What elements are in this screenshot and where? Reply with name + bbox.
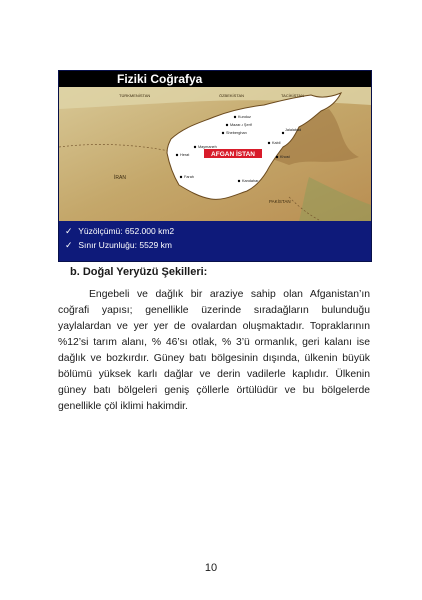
page-number: 10 <box>204 562 218 574</box>
city-label: Khost <box>280 155 290 159</box>
city-dot <box>222 132 224 134</box>
checkmark-icon: ✓ <box>65 240 73 250</box>
city-dot <box>282 132 284 134</box>
section-heading: b. Doğal Yeryüzü Şekilleri: <box>70 266 208 278</box>
neighbor-label: TÜRKMENİSTAN <box>119 93 151 98</box>
city-dot <box>238 180 240 182</box>
fact-item <box>65 224 365 238</box>
city-dot <box>180 176 182 178</box>
city-dot <box>234 116 236 118</box>
city-label: Kabil <box>272 141 281 145</box>
city-label: Kunduz <box>238 115 251 119</box>
fact-value: 652.000 km2 <box>125 226 175 236</box>
neighbor-label: PAKİSTAN <box>269 199 291 204</box>
slide-image <box>58 70 372 262</box>
city-label: Jalalabad <box>285 128 302 132</box>
city-dot <box>194 146 196 148</box>
city-dot <box>226 124 228 126</box>
body-paragraph: Engebeli ve dağlık bir araziye sahip olan Afganistan’ın coğrafi yapısı; genellikle üzerinde sıradağların bulunduğu yaylalardan ve yer yer de ovalardan oluşmaktadır. Topraklarının %12’si tarım alanı, % 46’sı otlak, % 3’ü ormanlık, geri kalanı ise dağlık ve bozkırdır. Güney batı bölgesinin dışında, ülkenin büyük bölümü yüksek karlı dağlar ve derin vadilerle kaplıdır. Ülkenin güney batı bölgeleri geniş çöllerle örtülüdür ve bu bölgelerde genellikle çöl iklimi hakimdir. <box>58 289 370 412</box>
neighbor-label: TACİKİSTAN <box>281 93 304 98</box>
map <box>59 87 371 221</box>
city-label: Kandahar <box>242 179 259 183</box>
fact-value: 5529 km <box>139 240 172 250</box>
city-dot <box>176 154 178 156</box>
city-dot <box>268 142 270 144</box>
city-label: Maymaneh <box>198 145 217 149</box>
fact-item <box>65 238 365 252</box>
city-dot <box>276 156 278 158</box>
city-label: Herat <box>180 153 190 157</box>
city-label: Mazar-ı Şerif <box>230 123 252 127</box>
fact-label: Sınır Uzunluğu: <box>78 240 137 250</box>
city-label: Farah <box>184 175 194 179</box>
map-svg <box>59 87 371 221</box>
slide-title: Fiziki Coğrafya <box>59 71 371 87</box>
fact-label: Yüzölçümü: <box>78 226 123 236</box>
facts-list <box>65 224 365 252</box>
body-text <box>58 287 370 415</box>
country-label: AFGAN İSTAN <box>211 151 255 158</box>
neighbor-label: ÖZBEKİSTAN <box>219 93 245 98</box>
neighbor-label: İRAN <box>114 175 126 181</box>
city-label: Sheberghan <box>226 131 247 135</box>
checkmark-icon: ✓ <box>65 226 73 236</box>
